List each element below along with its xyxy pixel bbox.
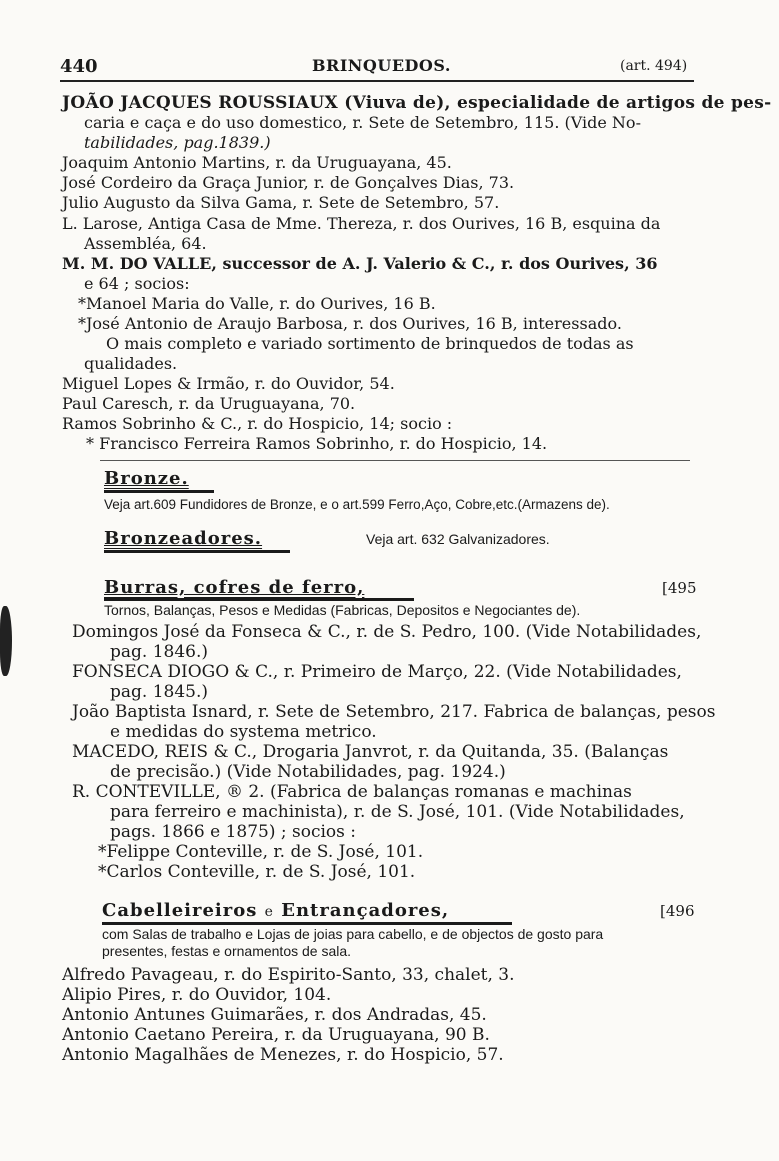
entry-line: O mais completo e variado sortimento de brinquedos de todas as bbox=[106, 334, 634, 353]
entry-line: pags. 1866 e 1875) ; socios : bbox=[110, 822, 357, 842]
entry-line: *Manoel Maria do Valle, r. do Ourives, 16 B. bbox=[78, 294, 436, 313]
entry-line: tabilidades, pag.1839.) bbox=[84, 133, 271, 152]
entry-line: *Felippe Conteville, r. de S. José, 101. bbox=[98, 842, 424, 862]
entry-line: pag. 1846.) bbox=[110, 642, 209, 662]
section-note: Veja art.609 Fundidores de Bronze, e o art.599 Ferro,Aço, Cobre,etc.(Armazens de). bbox=[104, 497, 610, 512]
entry-line: Assembléa, 64. bbox=[84, 234, 207, 253]
section-title-cabelleireiros bbox=[102, 900, 449, 921]
entry-line: João Baptista Isnard, r. Sete de Setembro, 217. Fabrica de balanças, pesos bbox=[72, 702, 716, 722]
section-title-join: e bbox=[264, 904, 274, 920]
entry-line: de precisão.) (Vide Notabilidades, pag. 1924.) bbox=[110, 762, 506, 782]
section-note: presentes, festas e ornamentos de sala. bbox=[102, 943, 352, 959]
entry-line: *Carlos Conteville, r. de S. José, 101. bbox=[98, 862, 416, 882]
entry-line: pag. 1845.) bbox=[110, 682, 209, 702]
margin-ink-mark bbox=[0, 606, 12, 676]
entry-line: Antonio Antunes Guimarães, r. dos Andradas, 45. bbox=[62, 1005, 487, 1025]
entry-line: Ramos Sobrinho & C., r. do Hospicio, 14; socio : bbox=[62, 414, 453, 433]
section-title-burras: Burras, cofres de ferro, bbox=[104, 577, 365, 598]
section-number: [495 bbox=[662, 579, 697, 597]
entry-line: Antonio Caetano Pereira, r. da Uruguayana, 90 B. bbox=[62, 1025, 490, 1045]
entry-line: e 64 ; socios: bbox=[84, 274, 190, 293]
section-title-bronze: Bronze. bbox=[104, 468, 189, 489]
section-bar bbox=[104, 550, 290, 553]
entry-line: FONSECA DIOGO & C., r. Primeiro de Março, 22. (Vide Notabilidades, bbox=[72, 662, 682, 682]
entry-line: L. Larose, Antiga Casa de Mme. Thereza, r. dos Ourives, 16 B, esquina da bbox=[62, 214, 661, 233]
entry-line: *José Antonio de Araujo Barbosa, r. dos Ourives, 16 B, interessado. bbox=[78, 314, 622, 333]
entry-line: Antonio Magalhães de Menezes, r. do Hospicio, 57. bbox=[62, 1045, 504, 1065]
section-note: Veja art. 632 Galvanizadores. bbox=[366, 531, 550, 547]
entry-line: caria e caça e do uso domestico, r. Sete de Setembro, 115. (Vide No- bbox=[84, 113, 641, 132]
entry-line: M. M. DO VALLE, successor de A. J. Valerio & C., r. dos Ourives, 36 bbox=[62, 254, 658, 273]
entry-line: José Cordeiro da Graça Junior, r. de Gonçalves Dias, 73. bbox=[62, 173, 515, 192]
entry-line: Paul Caresch, r. da Uruguayana, 70. bbox=[62, 394, 356, 413]
entry-line: Domingos José da Fonseca & C., r. de S. Pedro, 100. (Vide Notabilidades, bbox=[72, 622, 702, 642]
entry-line: R. CONTEVILLE, ® 2. (Fabrica de balanças romanas e machinas bbox=[72, 782, 632, 802]
section-note: com Salas de trabalho e Lojas de joias para cabello, e de objectos de gosto para bbox=[102, 926, 604, 942]
entry-line: Miguel Lopes & Irmão, r. do Ouvidor, 54. bbox=[62, 374, 395, 393]
section-title-part: Cabelleireiros bbox=[102, 900, 258, 921]
section-title-bronzeadores: Bronzeadores. bbox=[104, 528, 263, 549]
section-bar bbox=[102, 922, 512, 925]
section-rule bbox=[100, 460, 690, 461]
entry-line: qualidades. bbox=[84, 354, 178, 373]
section-bar bbox=[104, 598, 414, 601]
entry-line: e medidas do systema metrico. bbox=[110, 722, 377, 742]
entry-line: * Francisco Ferreira Ramos Sobrinho, r. do Hospicio, 14. bbox=[86, 434, 548, 453]
entry-line: Alfredo Pavageau, r. do Espirito-Santo, 33, chalet, 3. bbox=[62, 965, 515, 985]
section-number: [496 bbox=[660, 902, 695, 920]
page-number: 440 bbox=[60, 56, 98, 77]
section-title-part: Entrançadores, bbox=[281, 900, 450, 921]
entry-line: Alipio Pires, r. do Ouvidor, 104. bbox=[62, 985, 332, 1005]
entry-line: Julio Augusto da Silva Gama, r. Sete de Setembro, 57. bbox=[62, 193, 500, 212]
section-bar bbox=[104, 490, 214, 493]
entry-line: Joaquim Antonio Martins, r. da Uruguayana, 45. bbox=[62, 153, 452, 172]
header-rule bbox=[60, 80, 694, 82]
entry-line: para ferreiro e machinista), r. de S. José, 101. (Vide Notabilidades, bbox=[110, 802, 685, 822]
entry-line: JOÃO JACQUES ROUSSIAUX (Viuva de), especialidade de artigos de pes- bbox=[62, 93, 772, 113]
entry-line: MACEDO, REIS & C., Drogaria Janvrot, r. da Quitanda, 35. (Balanças bbox=[72, 742, 669, 762]
article-number: (art. 494) bbox=[620, 58, 688, 74]
page-title: BRINQUEDOS. bbox=[312, 56, 451, 75]
section-note: Tornos, Balanças, Pesos e Medidas (Fabricas, Depositos e Negociantes de). bbox=[104, 602, 581, 618]
